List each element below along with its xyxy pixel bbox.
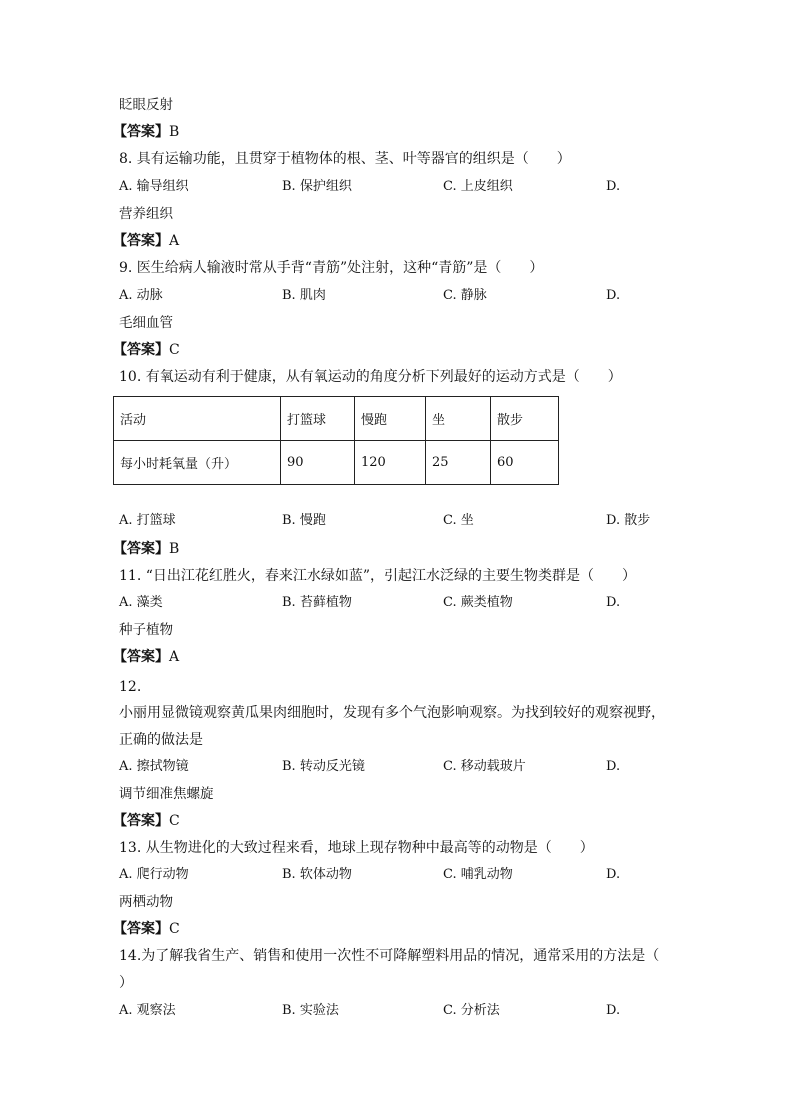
question-14-options	[119, 1002, 679, 1020]
question-8: 8. 具有运输功能，且贯穿于植物体的根、茎、叶等器官的组织是（ ）	[119, 151, 571, 167]
question-9-options	[119, 287, 679, 305]
option-a: A. 输导组织	[119, 179, 189, 194]
answer-q7	[113, 123, 179, 141]
answer-label: 【答案】	[113, 921, 169, 937]
option-c: C. 分析法	[443, 1003, 500, 1018]
question-8-options	[119, 178, 679, 196]
question-10: 10. 有氧运动有利于健康，从有氧运动的角度分析下列最好的运动方式是（ ）	[119, 369, 622, 385]
question-12-options	[119, 758, 679, 776]
answer-value: C	[169, 813, 180, 829]
answer-value: C	[169, 342, 180, 358]
option-c: C. 静脉	[443, 288, 487, 303]
question-12-option-d-text: 调节细准焦螺旋	[119, 786, 214, 802]
question-10-options	[119, 512, 679, 530]
answer-value: A	[169, 233, 180, 249]
answer-label: 【答案】	[113, 649, 169, 665]
answer-q11	[113, 648, 179, 666]
table-cell: 60	[491, 441, 559, 485]
answer-label: 【答案】	[113, 233, 169, 249]
answer-q12	[113, 812, 180, 830]
answer-label: 【答案】	[113, 813, 169, 829]
question-11-options	[119, 594, 679, 612]
option-c: C. 移动载玻片	[443, 759, 526, 774]
answer-value: A	[169, 649, 180, 665]
option-b: B. 软体动物	[282, 867, 352, 882]
question-14-text-line2: ）	[119, 975, 133, 991]
answer-q13	[113, 920, 180, 938]
table-row	[114, 441, 559, 485]
question-14-text-line1: 14.为了解我省生产、销售和使用一次性不可降解塑料用品的情况，通常采用的方法是（	[119, 948, 660, 964]
table-cell: 活动	[114, 397, 281, 441]
question-13: 13. 从生物进化的大致过程来看，地球上现存物种中最高等的动物是（ ）	[119, 840, 594, 856]
option-a: A. 藻类	[119, 595, 163, 610]
table-cell: 慢跑	[355, 397, 426, 441]
table-header-row	[114, 397, 559, 441]
answer-q10	[113, 540, 179, 558]
option-b: B. 肌肉	[282, 288, 326, 303]
answer-label: 【答案】	[113, 342, 169, 358]
question-12-number: 12.	[119, 679, 142, 695]
option-d: D.	[606, 288, 621, 303]
question-11: 11. “日出江花红胜火，春来江水绿如蓝”，引起江水泛绿的主要生物类群是（ ）	[119, 568, 637, 584]
question-12-text-line1: 小丽用显微镜观察黄瓜果肉细胞时，发现有多个气泡影响观察。为找到较好的观察视野，	[119, 705, 665, 721]
question-9: 9. 医生给病人输液时常从手背“青筋”处注射，这种“青筋”是（ ）	[119, 260, 544, 276]
answer-label: 【答案】	[113, 541, 169, 557]
option-b: B. 实验法	[282, 1003, 339, 1018]
oxygen-consumption-table	[113, 396, 559, 485]
option-c: C. 哺乳动物	[443, 867, 513, 882]
option-c: C. 坐	[443, 513, 474, 528]
table-cell: 打篮球	[281, 397, 355, 441]
option-a: A. 擦拭物镜	[119, 759, 189, 774]
question-8-option-d-text: 营养组织	[119, 206, 173, 222]
answer-q8	[113, 232, 179, 250]
option-a: A. 动脉	[119, 288, 163, 303]
table-cell: 散步	[491, 397, 559, 441]
option-b: B. 保护组织	[282, 179, 352, 194]
question-11-option-d-text: 种子植物	[119, 622, 173, 638]
option-d: D.	[606, 179, 621, 194]
question-13-options	[119, 866, 679, 884]
option-b: B. 苔藓植物	[282, 595, 352, 610]
option-d: D. 散步	[606, 513, 651, 528]
option-c: C. 上皮组织	[443, 179, 513, 194]
answer-q9	[113, 341, 180, 359]
option-d: D.	[606, 1003, 621, 1018]
answer-value: B	[169, 541, 180, 557]
question-9-option-d-text: 毛细血管	[119, 315, 173, 331]
answer-value: C	[169, 921, 180, 937]
option-d: D.	[606, 867, 621, 882]
option-a: A. 观察法	[119, 1003, 176, 1018]
q7-option-d-text: 眨眼反射	[119, 97, 173, 113]
question-13-option-d-text: 两栖动物	[119, 894, 173, 910]
option-c: C. 蕨类植物	[443, 595, 513, 610]
table-cell: 90	[281, 441, 355, 485]
table-cell: 坐	[426, 397, 491, 441]
answer-value: B	[169, 124, 180, 140]
answer-label: 【答案】	[113, 124, 169, 140]
option-a: A. 爬行动物	[119, 867, 189, 882]
table-cell: 120	[355, 441, 426, 485]
option-a: A. 打篮球	[119, 513, 176, 528]
question-12-text-line2: 正确的做法是	[119, 732, 203, 748]
table-cell: 每小时耗氧量（升）	[114, 441, 281, 485]
option-d: D.	[606, 759, 621, 774]
option-d: D.	[606, 595, 621, 610]
option-b: B. 慢跑	[282, 513, 326, 528]
table-cell: 25	[426, 441, 491, 485]
option-b: B. 转动反光镜	[282, 759, 365, 774]
